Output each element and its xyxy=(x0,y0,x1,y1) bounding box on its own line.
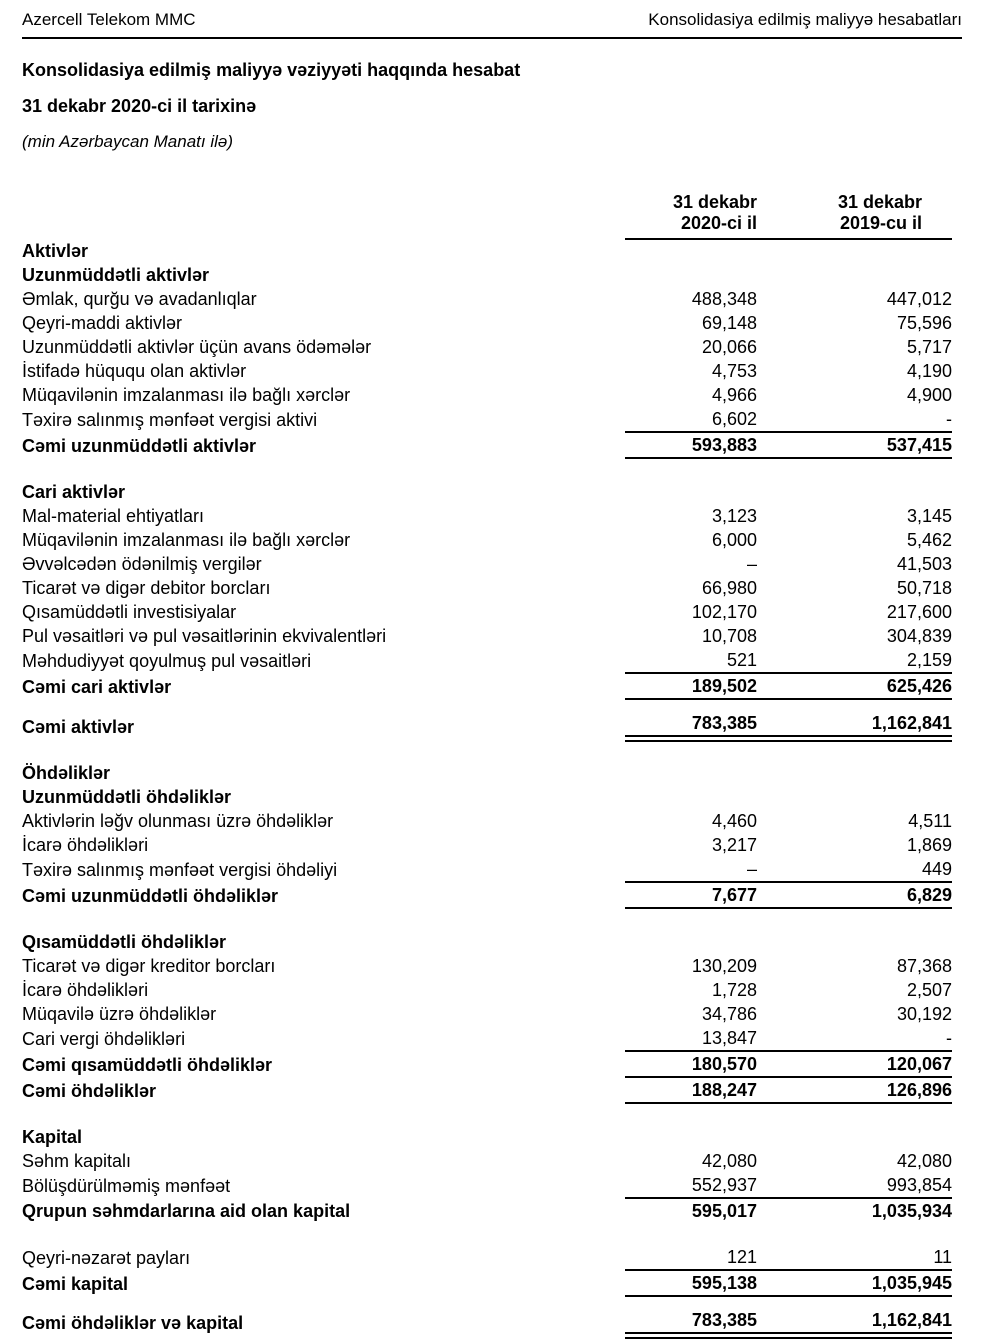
column-header-2019-line1: 31 dekabr xyxy=(837,192,922,212)
value-2019: - xyxy=(757,1026,952,1051)
value-2020: 1,728 xyxy=(711,979,757,1000)
table-row xyxy=(22,287,952,311)
row-label: Ticarət və digər debitor borcları xyxy=(22,578,271,598)
value-2019: 120,067 xyxy=(757,1051,952,1077)
table-row xyxy=(22,504,952,528)
value-2020 xyxy=(625,263,757,287)
value-2019: 126,896 xyxy=(757,1077,952,1103)
spacer-row xyxy=(22,908,952,930)
value-2020: 521 xyxy=(625,648,757,673)
table-row xyxy=(22,1077,952,1103)
empty-header-cell xyxy=(22,192,625,239)
table-row xyxy=(22,857,952,882)
spacer-row xyxy=(22,1103,952,1125)
spacer-cell xyxy=(22,1223,952,1245)
row-label: Əvvəlcədən ödənilmiş vergilər xyxy=(22,554,262,574)
section-heading: Cari aktivlər xyxy=(22,482,126,502)
value-2020 xyxy=(625,761,757,785)
row-label: Pul vəsaitləri və pul vəsaitlərinin ekvivalentləri xyxy=(22,626,387,646)
row-label: Cəmi cari aktivlər xyxy=(22,677,172,697)
value-2020: 13,847 xyxy=(625,1026,757,1051)
row-label: Cəmi uzunmüddətli öhdəliklər xyxy=(22,885,279,906)
value-2019: 11 xyxy=(757,1245,952,1270)
section-heading: Öhdəliklər xyxy=(22,762,111,783)
value-2019: 625,426 xyxy=(757,673,952,699)
value-2020: 595,017 xyxy=(691,1200,757,1221)
table-row xyxy=(22,882,952,908)
value-2020: 189,502 xyxy=(625,673,757,699)
column-header-2020 xyxy=(625,192,757,239)
value-2019: 6,829 xyxy=(757,882,952,908)
spacer-row xyxy=(22,739,952,761)
value-2020: 102,170 xyxy=(691,602,757,622)
table-row xyxy=(22,335,952,359)
value-2020: 552,937 xyxy=(625,1173,757,1198)
table-row xyxy=(22,978,952,1002)
value-2019: 1,869 xyxy=(906,834,952,855)
table-row xyxy=(22,263,952,287)
table-row xyxy=(22,239,952,263)
value-2019: 2,159 xyxy=(757,648,952,673)
row-label: Təxirə salınmış mənfəət vergisi aktivi xyxy=(22,410,318,430)
table-row xyxy=(22,1149,952,1173)
table-row xyxy=(22,552,952,576)
row-label: Aktivlərin ləğv olunması üzrə öhdəliklər xyxy=(22,810,334,831)
column-header-2020-line2: 2020-ci il xyxy=(680,213,757,233)
value-2019: 42,080 xyxy=(896,1150,952,1171)
value-2020 xyxy=(625,1125,757,1149)
value-2019: 4,190 xyxy=(906,361,952,381)
table-row xyxy=(22,311,952,335)
value-2019: 993,854 xyxy=(757,1173,952,1198)
value-2019 xyxy=(757,263,952,287)
value-2020: 6,000 xyxy=(711,530,757,550)
table-row xyxy=(22,1125,952,1149)
table-row xyxy=(22,1245,952,1270)
row-label: Qeyri-nəzarət payları xyxy=(22,1247,191,1268)
value-2020: 593,883 xyxy=(625,432,757,458)
value-2020: 20,066 xyxy=(701,337,757,357)
statement-date: 31 dekabr 2020-ci il tarixinə xyxy=(22,96,257,116)
section-heading: Uzunmüddətli öhdəliklər xyxy=(22,786,232,807)
value-2020: 34,786 xyxy=(701,1003,757,1024)
value-2019: 1,162,841 xyxy=(757,1308,952,1336)
table-row xyxy=(22,359,952,383)
table-row xyxy=(22,648,952,673)
spacer-row xyxy=(22,458,952,480)
value-2020: 3,123 xyxy=(711,506,757,526)
row-label: Ticarət və digər kreditor borcları xyxy=(22,955,276,976)
value-2019 xyxy=(757,480,952,504)
value-2020: – xyxy=(746,554,757,574)
column-header-2020-line1: 31 dekabr xyxy=(672,192,757,212)
table-row xyxy=(22,954,952,978)
column-header-row xyxy=(22,192,952,239)
row-label: Cəmi öhdəliklər xyxy=(22,1080,157,1101)
table-row xyxy=(22,1270,952,1296)
value-2020: 3,217 xyxy=(711,834,757,855)
table-row xyxy=(22,833,952,857)
value-2019: - xyxy=(757,407,952,432)
table-row xyxy=(22,930,952,954)
value-2019: 449 xyxy=(757,857,952,882)
spacer-cell xyxy=(22,1103,952,1125)
section-heading: Aktivlər xyxy=(22,241,89,261)
value-2020: 188,247 xyxy=(625,1077,757,1103)
company-name: Azercell Telekom MMC xyxy=(22,10,196,29)
spacer-row xyxy=(22,699,952,711)
statement-title: Konsolidasiya edilmiş maliyyə vəziyyəti haqqında hesabat xyxy=(22,60,521,80)
row-label: Müqavilə üzrə öhdəliklər xyxy=(22,1003,217,1024)
value-2020: 66,980 xyxy=(701,578,757,598)
row-label: Səhm kapitalı xyxy=(22,1150,132,1171)
row-label: İcarə öhdəlikləri xyxy=(22,979,149,1000)
row-label: Təxirə salınmış mənfəət vergisi öhdəliyi xyxy=(22,859,338,880)
column-header-2019 xyxy=(757,192,952,239)
value-2020: 180,570 xyxy=(625,1051,757,1077)
value-2019: 1,035,945 xyxy=(757,1270,952,1296)
section-heading: Qısamüddətli öhdəliklər xyxy=(22,931,227,952)
row-label: Cəmi öhdəliklər və kapital xyxy=(22,1313,244,1333)
value-2020: 10,708 xyxy=(701,626,757,646)
value-2020: 69,148 xyxy=(701,313,757,333)
value-2020: 42,080 xyxy=(701,1150,757,1171)
value-2020: 783,385 xyxy=(625,1308,757,1336)
row-label: Əmlak, qurğu və avadanlıqlar xyxy=(22,289,257,309)
value-2020: 7,677 xyxy=(625,882,757,908)
value-2019: 50,718 xyxy=(896,578,952,598)
currency-note: (min Azərbaycan Manatı ilə) xyxy=(22,132,234,151)
table-row xyxy=(22,1198,952,1223)
balance-sheet-table xyxy=(22,192,952,1339)
section-heading: Kapital xyxy=(22,1126,83,1147)
value-2020 xyxy=(625,930,757,954)
row-label: Cəmi kapital xyxy=(22,1273,129,1294)
table-row xyxy=(22,480,952,504)
value-2019: 1,035,934 xyxy=(871,1200,952,1221)
value-2019: 3,145 xyxy=(906,506,952,526)
section-heading: Uzunmüddətli aktivlər xyxy=(22,265,210,285)
table-row xyxy=(22,383,952,407)
table-row xyxy=(22,1002,952,1026)
value-2020 xyxy=(625,480,757,504)
value-2019: 304,839 xyxy=(886,626,952,646)
spacer-cell xyxy=(22,1296,952,1308)
row-label: Mal-material ehtiyatları xyxy=(22,506,205,526)
value-2019 xyxy=(757,1125,952,1149)
spacer-row xyxy=(22,1223,952,1245)
value-2020: 6,602 xyxy=(625,407,757,432)
table-row xyxy=(22,711,952,739)
value-2020: – xyxy=(625,857,757,882)
value-2019: 447,012 xyxy=(886,289,952,309)
table-row xyxy=(22,624,952,648)
value-2020: 4,460 xyxy=(711,810,757,831)
spacer-row xyxy=(22,1296,952,1308)
table-row xyxy=(22,809,952,833)
table-row xyxy=(22,785,952,809)
table-row xyxy=(22,1026,952,1051)
table-row xyxy=(22,600,952,624)
table-row xyxy=(22,528,952,552)
value-2020: 488,348 xyxy=(691,289,757,309)
row-label: Qrupun səhmdarlarına aid olan kapital xyxy=(22,1200,351,1221)
row-label: Cəmi aktivlər xyxy=(22,716,135,737)
row-label: İcarə öhdəlikləri xyxy=(22,834,149,855)
value-2019: 75,596 xyxy=(896,313,952,333)
column-header-2019-line2: 2019-cu il xyxy=(839,213,922,233)
value-2019: 41,503 xyxy=(896,554,952,574)
value-2020: 783,385 xyxy=(625,711,757,739)
row-label: Uzunmüddətli aktivlər üçün avans ödəmələr xyxy=(22,337,372,357)
row-label: Cəmi uzunmüddətli aktivlər xyxy=(22,436,257,456)
spacer-cell xyxy=(22,699,952,711)
value-2019 xyxy=(757,930,952,954)
value-2020: 4,966 xyxy=(711,385,757,405)
value-2019: 4,900 xyxy=(906,385,952,405)
row-label: Bölüşdürülməmiş mənfəət xyxy=(22,1175,231,1196)
value-2019: 30,192 xyxy=(896,1003,952,1024)
row-label: Cəmi qısamüddətli öhdəliklər xyxy=(22,1054,273,1075)
value-2020 xyxy=(625,785,757,809)
row-label: İstifadə hüququ olan aktivlər xyxy=(22,361,247,381)
table-row xyxy=(22,576,952,600)
table-row xyxy=(22,761,952,785)
value-2020: 130,209 xyxy=(691,955,757,976)
value-2019: 87,368 xyxy=(896,955,952,976)
value-2019: 4,511 xyxy=(908,810,952,831)
row-label: Cari vergi öhdəlikləri xyxy=(22,1028,186,1049)
value-2020: 4,753 xyxy=(711,361,757,381)
spacer-cell xyxy=(22,739,952,761)
value-2019 xyxy=(757,761,952,785)
table-row xyxy=(22,1173,952,1198)
table-row xyxy=(22,673,952,699)
value-2020 xyxy=(625,239,757,263)
table-row xyxy=(22,1308,952,1336)
value-2019: 5,462 xyxy=(906,530,952,550)
value-2019: 537,415 xyxy=(757,432,952,458)
value-2019: 217,600 xyxy=(886,602,952,622)
value-2020: 595,138 xyxy=(625,1270,757,1296)
value-2019: 5,717 xyxy=(906,337,952,357)
table-row xyxy=(22,407,952,432)
row-label: Məhdudiyyət qoyulmuş pul vəsaitləri xyxy=(22,651,312,671)
value-2019: 2,507 xyxy=(906,979,952,1000)
report-type-label: Konsolidasiya edilmiş maliyyə hesabatları xyxy=(648,10,962,29)
spacer-cell xyxy=(22,458,952,480)
row-label: Qısamüddətli investisiyalar xyxy=(22,602,237,622)
spacer-cell xyxy=(22,908,952,930)
value-2019 xyxy=(757,239,952,263)
value-2020: 121 xyxy=(625,1245,757,1270)
value-2019: 1,162,841 xyxy=(757,711,952,739)
table-row xyxy=(22,432,952,458)
value-2019 xyxy=(757,785,952,809)
page-header xyxy=(22,6,962,39)
row-label: Müqavilənin imzalanması ilə bağlı xərclər xyxy=(22,530,351,550)
table-row xyxy=(22,1051,952,1077)
row-label: Müqavilənin imzalanması ilə bağlı xərclər xyxy=(22,385,351,405)
row-label: Qeyri-maddi aktivlər xyxy=(22,313,183,333)
